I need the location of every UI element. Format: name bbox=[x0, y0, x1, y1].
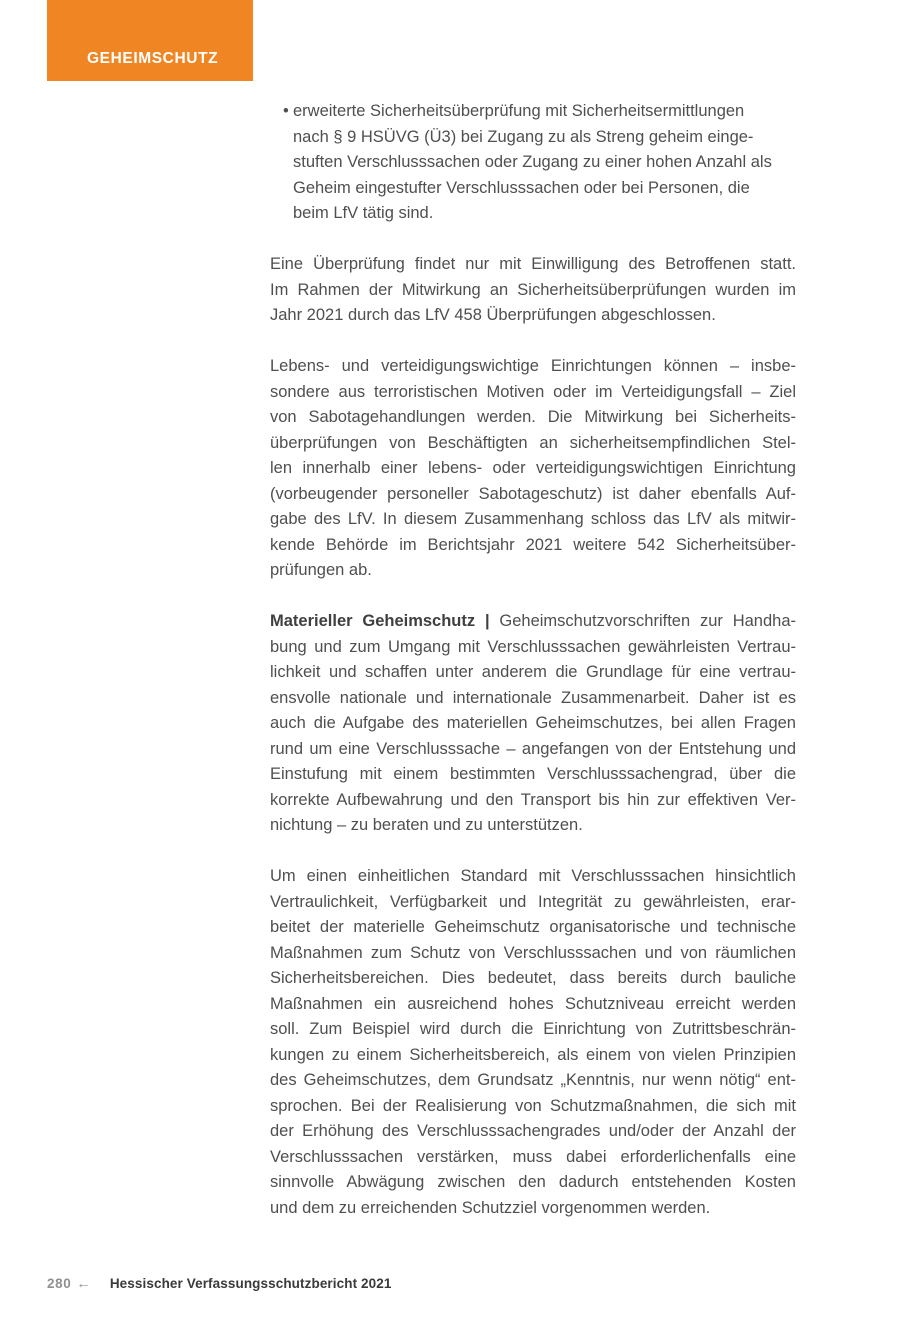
text-line: nichtung – zu beraten und zu unterstützen. bbox=[270, 816, 583, 834]
text-line: Eine Überprüfung findet nur mit Einwilligung des Betroffenen statt. bbox=[270, 255, 796, 273]
text-line: kende Behörde im Berichtsjahr 2021 weitere 542 Sicherheitsüber- bbox=[270, 535, 796, 554]
text-line: korrekte Aufbewahrung und den Transport bis hin zur effektiven Ver- bbox=[270, 790, 796, 809]
text-line: auch die Aufgabe des materiellen Geheimschutzes, bei allen Fragen bbox=[270, 714, 796, 732]
text-line: Geheim eingestufter Verschlusssachen oder bei Personen, die bbox=[293, 178, 750, 197]
text-line: bung und zum Umgang mit Verschlusssachen gewährleisten Vertrau- bbox=[270, 637, 796, 656]
text-line: sondere aus terroristischen Motiven oder im Verteidigungsfall – Ziel bbox=[270, 382, 796, 401]
text-line: Maßnahmen zum Schutz von Verschlusssachen und von räumlichen bbox=[270, 943, 796, 962]
text-line: erweiterte Sicherheitsüberprüfung mit Sicherheitsermittlungen bbox=[293, 102, 745, 120]
bullet-text bbox=[293, 99, 796, 227]
text-line: sinnvolle Abwägung zwischen den dadurch entstehenden Kosten bbox=[270, 1173, 796, 1191]
chapter-header-box bbox=[47, 0, 253, 81]
text-line: von Sabotagehandlungen werden. Die Mitwirkung bei Sicherheits- bbox=[270, 408, 796, 426]
text-line: Einstufung mit einem bestimmten Verschlusssachengrad, über die bbox=[270, 765, 796, 783]
text-line: kungen zu einem Sicherheitsbereich, als einem von vielen Prinzipien bbox=[270, 1045, 796, 1064]
text-line: beitet der materielle Geheimschutz organisatorische und technische bbox=[270, 918, 796, 936]
text-line: Maßnahmen ein ausreichend hohes Schutzniveau erreicht werden bbox=[270, 994, 796, 1013]
text-line: stuften Verschlusssachen oder Zugang zu einer hohen Anzahl als bbox=[293, 153, 772, 171]
paragraph-lead-bold: Materieller Geheimschutz | bbox=[270, 612, 490, 630]
text-line: len innerhalb einer lebens- oder verteidigungswichtigen Einrichtung bbox=[270, 459, 796, 477]
text-line: Im Rahmen der Mitwirkung an Sicherheitsüberprüfungen wurden im bbox=[270, 280, 796, 299]
page-footer bbox=[47, 1276, 391, 1293]
text-line: prüfungen ab. bbox=[270, 561, 372, 579]
bullet-list bbox=[270, 99, 796, 227]
text-line: lichkeit und schaffen unter anderem die Grundlage für eine vertrau- bbox=[270, 663, 796, 681]
body-content bbox=[270, 99, 796, 1247]
paragraph bbox=[270, 252, 796, 329]
bullet-icon: • bbox=[283, 102, 289, 120]
text-line: nach § 9 HSÜVG (Ü3) bei Zugang zu als Streng geheim einge- bbox=[293, 127, 754, 146]
text-line: (vorbeugender personeller Sabotageschutz) ist daher ebenfalls Auf- bbox=[270, 484, 796, 503]
text-line: und dem zu erreichenden Schutzziel vorgenommen werden. bbox=[270, 1198, 711, 1217]
text-line: gabe des LfV. In diesem Zusammenhang schloss das LfV als mitwir- bbox=[270, 510, 796, 528]
text-line: beim LfV tätig sind. bbox=[293, 204, 434, 222]
text-line: Verschlusssachen verstärken, muss dabei erforderlichenfalls eine bbox=[270, 1147, 796, 1166]
page-number: 280 bbox=[47, 1276, 72, 1291]
text-line: Lebens- und verteidigungswichtige Einrichtungen können – insbe- bbox=[270, 357, 796, 375]
text-line: der Erhöhung des Verschlusssachengrades und/oder der Anzahl der bbox=[270, 1122, 796, 1140]
paragraph bbox=[270, 864, 796, 1221]
paragraph bbox=[270, 354, 796, 584]
text-line: Vertraulichkeit, Verfügbarkeit und Integrität zu gewährleisten, erar- bbox=[270, 892, 796, 911]
paragraphs-container bbox=[270, 252, 796, 1221]
document-title: Hessischer Verfassungsschutzbericht 2021 bbox=[109, 1276, 392, 1291]
chapter-title: GEHEIMSCHUTZ bbox=[87, 49, 219, 67]
text-line: Um einen einheitlichen Standard mit Verschlusssachen hinsichtlich bbox=[270, 867, 796, 885]
text-line: sprochen. Bei der Realisierung von Schutzmaßnahmen, die sich mit bbox=[270, 1096, 796, 1115]
text-line: soll. Zum Beispiel wird durch die Einrichtung von Zutrittsbeschrän- bbox=[270, 1020, 796, 1038]
paragraph bbox=[270, 609, 796, 839]
text-line: ensvolle nationale und internationale Zusammenarbeit. Daher ist es bbox=[270, 688, 796, 707]
text-line: Jahr 2021 durch das LfV 458 Überprüfungen abgeschlossen. bbox=[270, 306, 716, 324]
text-line: des Geheimschutzes, dem Grundsatz „Kenntnis, nur wenn nötig“ ent- bbox=[270, 1071, 796, 1089]
bullet-item bbox=[270, 99, 796, 227]
left-arrow-icon: ← bbox=[76, 1276, 91, 1292]
text-line: Materieller Geheimschutz | Geheimschutzvorschriften zur Handha- bbox=[270, 612, 796, 630]
text-line: überprüfungen von Beschäftigten an sicherheitsempfindlichen Stel- bbox=[270, 433, 796, 452]
text-line: rund um eine Verschlusssache – angefangen von der Entstehung und bbox=[270, 739, 796, 758]
text-line: Sicherheitsbereichen. Dies bedeutet, dass bereits durch bauliche bbox=[270, 969, 796, 987]
